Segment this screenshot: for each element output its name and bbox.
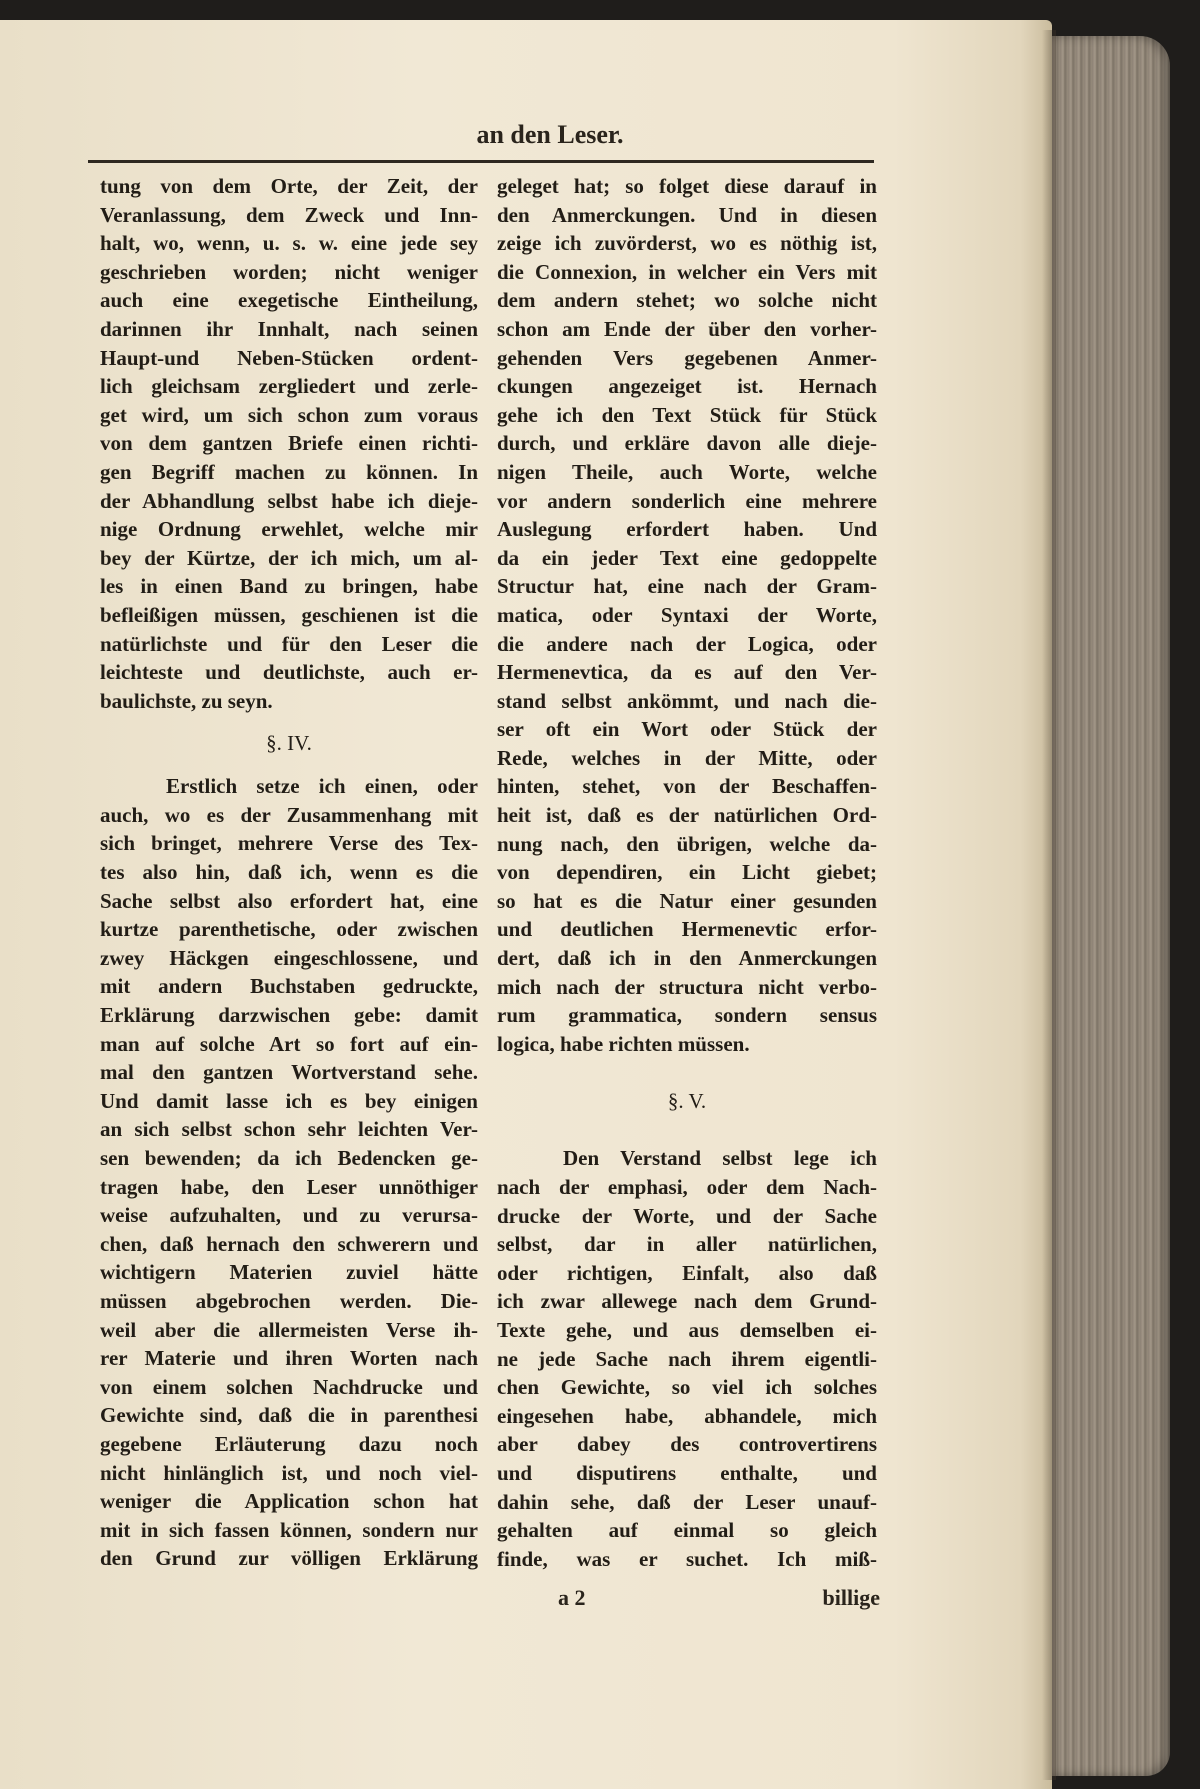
text-line: geleget hat; so folget diese darauf in bbox=[497, 174, 877, 198]
text-line: selbst, dar in aller natürlichen, bbox=[497, 1232, 877, 1257]
text-line: mit in sich fassen können, sondern nur bbox=[100, 1517, 478, 1542]
text-line: nige Ordnung erwehlet, welche mir bbox=[100, 517, 478, 542]
text-line: so hat es die Natur einer gesunden bbox=[497, 888, 877, 913]
text-line: Hermenevtica, da es auf den Ver- bbox=[497, 660, 877, 685]
text-line: den Anmerckungen. Und in diesen bbox=[497, 202, 877, 227]
text-line: ne jede Sache nach ihrem eigentli- bbox=[497, 1346, 877, 1371]
text-line: chen Gewichte, so viel ich solches bbox=[497, 1375, 877, 1400]
text-line: ser oft ein Wort oder Stück der bbox=[497, 717, 877, 742]
text-line: rum grammatica, sondern sensus bbox=[497, 1003, 877, 1028]
running-head: an den Leser. bbox=[476, 120, 624, 149]
text-line: die Connexion, in welcher ein Vers mit bbox=[497, 259, 877, 284]
text-line: natürlichste und für den Leser die bbox=[100, 631, 478, 656]
text-line: nach der emphasi, oder dem Nach- bbox=[497, 1175, 877, 1199]
text-line: tung von dem Orte, der Zeit, der bbox=[100, 174, 478, 198]
text-line: weil aber die allermeisten Verse ih- bbox=[100, 1317, 478, 1342]
text-line: mich nach der structura nicht verbo- bbox=[497, 974, 877, 999]
text-line: wichtigern Materien zuviel hätte bbox=[100, 1260, 478, 1285]
text-line: nicht hinlänglich ist, und noch viel- bbox=[100, 1460, 478, 1485]
left-paragraph-1 bbox=[100, 172, 478, 715]
text-line: sich bringet, mehrere Verse des Tex- bbox=[100, 831, 478, 856]
text-line: rer Materie und ihren Worten nach bbox=[100, 1346, 478, 1371]
page-footer bbox=[540, 1585, 880, 1615]
text-line: von dependiren, ein Licht giebet; bbox=[497, 860, 877, 885]
text-line: matica, oder Syntaxi der Worte, bbox=[497, 602, 877, 627]
right-paragraph-2 bbox=[497, 1144, 877, 1573]
text-line: weniger die Application schon hat bbox=[100, 1489, 478, 1514]
text-line: Texte gehe, und aus demselben ei- bbox=[497, 1317, 877, 1342]
book-edge bbox=[1052, 36, 1170, 1776]
text-line: mit andern Buchstaben gedruckte, bbox=[100, 974, 478, 999]
text-line: les in einen Band zu bringen, habe bbox=[100, 574, 478, 599]
text-line: mal den gantzen Wortverstand sehe. bbox=[100, 1060, 478, 1085]
text-line: an sich selbst schon sehr leichten Ver- bbox=[100, 1117, 478, 1142]
text-line: Sache selbst also erfordert hat, eine bbox=[100, 888, 478, 913]
text-line: oder richtigen, Einfalt, also daß bbox=[497, 1260, 877, 1285]
text-line: halt, wo, wenn, u. s. w. eine jede sey bbox=[100, 231, 478, 256]
text-line: hinten, stehet, von der Beschaffen- bbox=[497, 774, 877, 799]
left-column bbox=[100, 172, 478, 1573]
text-line: den Grund zur völligen Erklärung bbox=[100, 1546, 478, 1571]
text-line: geschrieben worden; nicht weniger bbox=[100, 259, 478, 284]
text-line: vor andern sonderlich eine mehrere bbox=[497, 488, 877, 513]
right-paragraph-1 bbox=[497, 172, 877, 1058]
text-line: stand selbst ankömmt, und nach die- bbox=[497, 688, 877, 713]
text-line: Den Verstand selbst lege ich bbox=[563, 1146, 877, 1171]
text-line: Erstlich setze ich einen, oder bbox=[166, 774, 478, 799]
text-line: Und damit lasse ich es bey einigen bbox=[100, 1088, 478, 1113]
text-line: Auslegung erfordert haben. Und bbox=[497, 517, 877, 542]
text-line: man auf solche Art so fort auf ein- bbox=[100, 1031, 478, 1056]
text-line: Veranlassung, dem Zweck und Inn- bbox=[100, 202, 478, 227]
text-line: gehe ich den Text Stück für Stück bbox=[497, 402, 877, 427]
text-line: gegebene Erläuterung dazu noch bbox=[100, 1431, 478, 1456]
text-line: aber dabey des controvertirens bbox=[497, 1432, 877, 1457]
text-line: Gewichte sind, daß die in parenthesi bbox=[100, 1403, 478, 1428]
text-line: baulichste, zu seyn. bbox=[100, 688, 273, 713]
text-line: weise aufzuhalten, und zu verursa- bbox=[100, 1203, 478, 1228]
text-line: zwey Häckgen eingeschlossene, und bbox=[100, 945, 478, 970]
right-column bbox=[497, 172, 877, 1573]
text-line: von dem gantzen Briefe einen richti- bbox=[100, 431, 478, 456]
text-line: heit ist, daß es der natürlichen Ord- bbox=[497, 803, 877, 828]
section-heading-iv: §. IV. bbox=[266, 731, 312, 756]
text-line: und deutlichen Hermenevtic erfor- bbox=[497, 917, 877, 942]
text-line: auch, wo es der Zusammenhang mit bbox=[100, 802, 478, 827]
text-line: kurtze parenthetische, oder zwischen bbox=[100, 917, 478, 942]
text-line: dahin sehe, daß der Leser unauf- bbox=[497, 1489, 877, 1514]
text-line: ckungen angezeiget ist. Hernach bbox=[497, 374, 877, 399]
text-line: Erklärung darzwischen gebe: damit bbox=[100, 1003, 478, 1028]
text-line: get wird, um sich schon zum voraus bbox=[100, 402, 478, 427]
text-line: sen bewenden; da ich Bedencken ge- bbox=[100, 1146, 478, 1170]
text-line: bey der Kürtze, der ich mich, um al- bbox=[100, 545, 478, 570]
text-line: darinnen ihr Innhalt, nach seinen bbox=[100, 316, 478, 341]
text-line: leichteste und deutlichste, auch er- bbox=[100, 660, 478, 685]
left-paragraph-2 bbox=[100, 772, 478, 1573]
text-line: durch, und erkläre davon alle dieje- bbox=[497, 431, 877, 456]
text-line: auch eine exegetische Eintheilung, bbox=[100, 288, 478, 313]
catchword: billige bbox=[822, 1585, 880, 1610]
text-line: logica, habe richten müssen. bbox=[497, 1031, 750, 1056]
text-line: dert, daß ich in den Anmerckungen bbox=[497, 946, 877, 971]
text-line: Structur hat, eine nach der Gram- bbox=[497, 574, 877, 599]
text-line: da ein jeder Text eine gedoppelte bbox=[497, 545, 877, 570]
signature-mark: a 2 bbox=[558, 1585, 586, 1610]
text-line: gehenden Vers gegebenen Anmer- bbox=[497, 345, 877, 370]
text-line: tragen habe, den Leser unnöthiger bbox=[100, 1174, 478, 1199]
header-rule bbox=[88, 160, 874, 163]
text-line: von einem solchen Nachdrucke und bbox=[100, 1374, 478, 1399]
text-line: tes also hin, daß ich, wenn es die bbox=[100, 860, 478, 885]
text-line: der Abhandlung selbst habe ich dieje- bbox=[100, 488, 478, 513]
section-heading-v: §. V. bbox=[667, 1089, 707, 1114]
text-line: nung nach, den übrigen, welche da- bbox=[497, 831, 877, 856]
text-line: die andere nach der Logica, oder bbox=[497, 631, 877, 656]
page-gutter-shadow bbox=[1042, 30, 1056, 1780]
text-line: drucke der Worte, und der Sache bbox=[497, 1203, 877, 1228]
text-line: finde, was er suchet. Ich miß- bbox=[497, 1546, 877, 1571]
text-line: müssen abgebrochen werden. Die- bbox=[100, 1288, 478, 1313]
text-line: lich gleichsam zergliedert und zerle- bbox=[100, 374, 478, 399]
text-line: Rede, welches in der Mitte, oder bbox=[497, 745, 877, 770]
text-line: schon am Ende der über den vorher- bbox=[497, 316, 877, 341]
text-line: chen, daß hernach den schwerern und bbox=[100, 1231, 478, 1256]
text-line: und disputirens enthalte, und bbox=[497, 1460, 877, 1485]
text-line: gen Begriff machen zu können. In bbox=[100, 459, 478, 484]
text-line: ich zwar allewege nach dem Grund- bbox=[497, 1289, 877, 1314]
text-line: nigen Theile, auch Worte, welche bbox=[497, 459, 877, 484]
text-line: befleißigen müssen, geschienen ist die bbox=[100, 602, 478, 627]
text-line: eingesehen habe, abhandele, mich bbox=[497, 1403, 877, 1428]
text-line: Haupt-und Neben-Stücken ordent- bbox=[100, 345, 478, 370]
text-line: zeige ich zuvörderst, wo es nöthig ist, bbox=[497, 231, 877, 256]
text-line: gehalten auf einmal so gleich bbox=[497, 1518, 877, 1543]
text-line: dem andern stehet; wo solche nicht bbox=[497, 288, 877, 313]
